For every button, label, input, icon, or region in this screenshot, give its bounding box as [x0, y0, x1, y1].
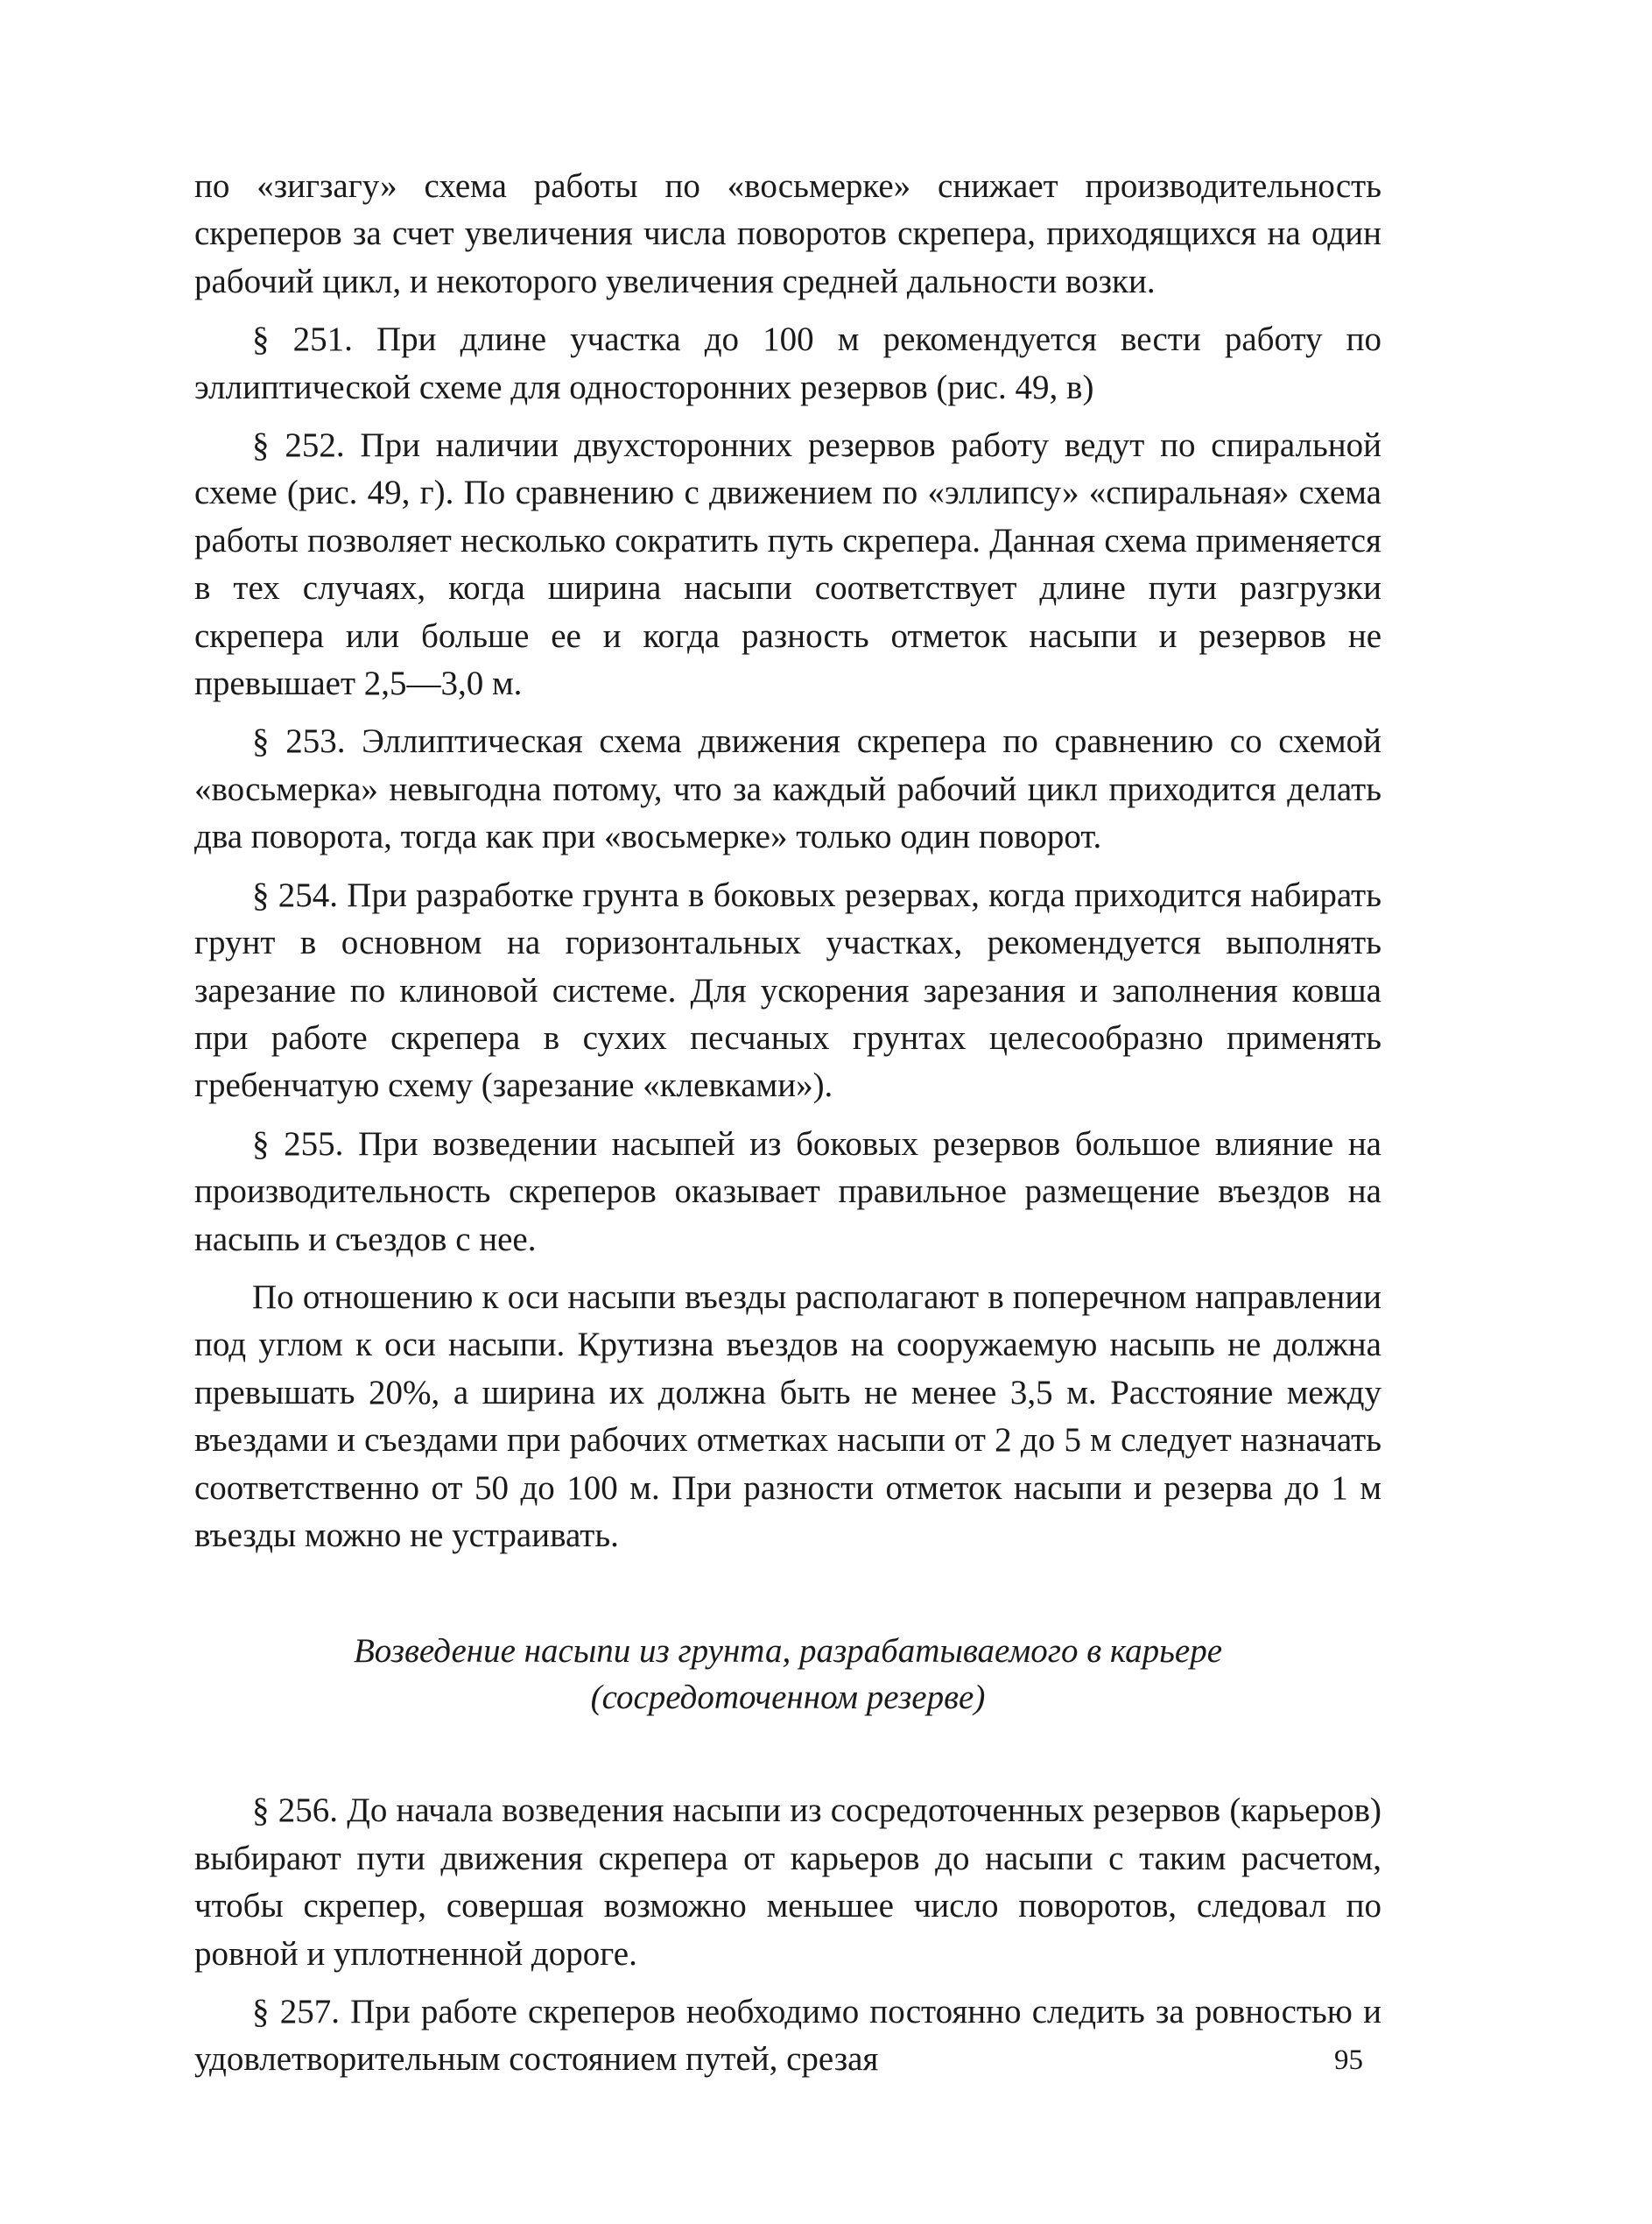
page-text	[194, 163, 1381, 2084]
paragraph-255: § 255. При возведении насыпей из боковых резервов большое влияние на производительность скреперов оказывает правильное размещение въездов на насыпь и съездов с нее.	[194, 1124, 1381, 1258]
paragraph-251: § 251. При длине участка до 100 м рекомендуется вести работу по эллиптической схеме для односторонних резервов (рис. 49, в)	[194, 320, 1381, 406]
paragraph-254: § 254. При разработке грунта в боковых резервах, когда приходится набирать грунт в основном на горизонтальных участках, рекомендуется выполнять зарезание по клиновой системе. Для ускорения зарезания и заполнения ковша при работе скрепера в сухих песчаных грунтах целесообразно применять гребенчатую схему (зарезание «клевками»).	[194, 876, 1381, 1105]
paragraph-252: § 252. При наличии двухсторонних резервов работу ведут по спиральной схеме (рис. 49, г). По сравнению с движением по «эллипсу» «спиральная» схема работы позволяет несколько сократить путь скрепера. Данная схема применяется в тех случаях, когда ширина насыпи соответствует длине пути разгрузки скрепера или больше ее и когда разность отметок насыпи и резервов не превышает 2,5—3,0 м.	[194, 426, 1381, 703]
paragraph-253: § 253. Эллиптическая схема движения скрепера по сравнению со схемой «восьмерка» невыгодна потому, что за каждый рабочий цикл приходится делать два поворота, тогда как при «восьмерке» только один поворот.	[194, 722, 1381, 856]
section-heading	[194, 1628, 1381, 1721]
section-heading-line-1: Возведение насыпи из грунта, разрабатываемого в карьере	[353, 1632, 1223, 1671]
page-number: 95	[1334, 2045, 1363, 2076]
paragraph-256: § 256. До начала возведения насыпи из сосредоточенных резервов (карьеров) выбирают пути движения скрепера от карьеров до насыпи с таким расчетом, чтобы скрепер, совершая возможно меньшее число поворотов, следовал по ровной и уплотненной дороге.	[194, 1791, 1381, 1973]
paragraph-entrances: По отношению к оси насыпи въезды располагают в поперечном направлении под углом к оси насыпи. Крутизна въездов на сооружаемую насыпь не должна превышать 20%, а ширина их должна быть не менее 3,5 м. Расстояние между въездами и съездами при рабочих отметках насыпи от 2 до 5 м следует назначать соответственно от 50 до 100 м. При разности отметок насыпи и резерва до 1 м въезды можно не устраивать.	[194, 1277, 1381, 1554]
paragraph-257: § 257. При работе скреперов необходимо постоянно следить за ровностью и удовлетворительным состоянием путей, срезая	[194, 1993, 1381, 2079]
paragraph-continuation: по «зигзагу» схема работы по «восьмерке» снижает производительность скреперов за счет увеличения числа поворотов скрепера, приходящихся на один рабочий цикл, и некоторого увеличения средней дальности возки.	[194, 167, 1381, 300]
section-heading-line-2: (сосредоточенном резерве)	[590, 1679, 986, 1717]
